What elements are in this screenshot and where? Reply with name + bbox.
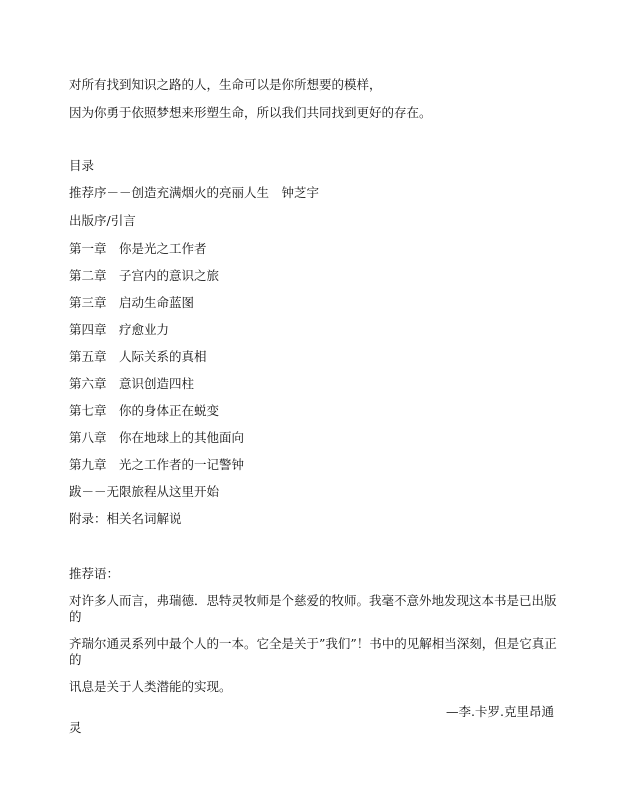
toc-appendix: 附录：相关名词解说 bbox=[69, 511, 182, 526]
recommend-line-1-wrap: 的 bbox=[69, 609, 82, 624]
toc-heading: 目录 bbox=[69, 158, 95, 173]
toc-chapter-4 bbox=[69, 322, 169, 338]
intro-line-2: 因为你勇于依照梦想来形塑生命，所以我们共同找到更好的存在。 bbox=[69, 105, 432, 120]
toc-chapter-6 bbox=[69, 376, 194, 392]
toc-chapter-8 bbox=[69, 430, 244, 446]
toc-preface-publisher: 出版序/引言 bbox=[69, 213, 136, 228]
recommend-line-2: 齐瑞尔通灵系列中最个人的一本。它全是关于”我们”！书中的见解相当深刻，但是它真正 bbox=[69, 636, 557, 651]
chapter-number: 第一章 bbox=[69, 241, 107, 256]
recommend-signature-wrap: 灵 bbox=[69, 720, 82, 735]
toc-chapter-1 bbox=[69, 241, 207, 257]
toc-chapter-2 bbox=[69, 268, 219, 284]
chapter-number: 第五章 bbox=[69, 349, 107, 364]
chapter-title: 你在地球上的其他面向 bbox=[119, 430, 245, 445]
chapter-title: 你的身体正在蜕变 bbox=[119, 403, 220, 418]
toc-chapter-5 bbox=[69, 349, 207, 365]
chapter-number: 第三章 bbox=[69, 295, 107, 310]
chapter-number: 第七章 bbox=[69, 403, 107, 418]
recommend-line-1: 对许多人而言，弗瑞德．思特灵牧师是个慈爱的牧师。我毫不意外地发现这本书是已出版 bbox=[69, 593, 557, 608]
chapter-title: 你是光之工作者 bbox=[119, 241, 207, 256]
toc-chapter-9 bbox=[69, 457, 244, 473]
recommend-heading: 推荐语： bbox=[69, 566, 120, 581]
toc-chapter-3 bbox=[69, 295, 194, 311]
chapter-number: 第九章 bbox=[69, 457, 107, 472]
toc-preface-recommend: 推荐序－－创造充满烟火的亮丽人生 钟芝宇 bbox=[69, 185, 320, 200]
chapter-title: 疗愈业力 bbox=[119, 322, 170, 337]
chapter-title: 启动生命蓝图 bbox=[119, 295, 195, 310]
toc-chapter-7 bbox=[69, 403, 219, 419]
intro-line-1: 对所有找到知识之路的人，生命可以是你所想要的模样， bbox=[69, 77, 382, 92]
chapter-title: 意识创造四柱 bbox=[119, 376, 195, 391]
recommend-line-2-wrap: 的 bbox=[69, 652, 82, 667]
recommend-line-3: 讯息是关于人类潜能的实现。 bbox=[69, 679, 232, 694]
chapter-number: 第六章 bbox=[69, 376, 107, 391]
chapter-number: 第八章 bbox=[69, 430, 107, 445]
chapter-title: 人际关系的真相 bbox=[119, 349, 207, 364]
chapter-title: 子宫内的意识之旅 bbox=[119, 268, 220, 283]
toc-epilogue: 跋－－无限旅程从这里开始 bbox=[69, 484, 220, 499]
chapter-number: 第二章 bbox=[69, 268, 107, 283]
recommend-signature: —李.卡罗.克里昂通 bbox=[446, 704, 554, 719]
chapter-number: 第四章 bbox=[69, 322, 107, 337]
chapter-title: 光之工作者的一记警钟 bbox=[119, 457, 245, 472]
